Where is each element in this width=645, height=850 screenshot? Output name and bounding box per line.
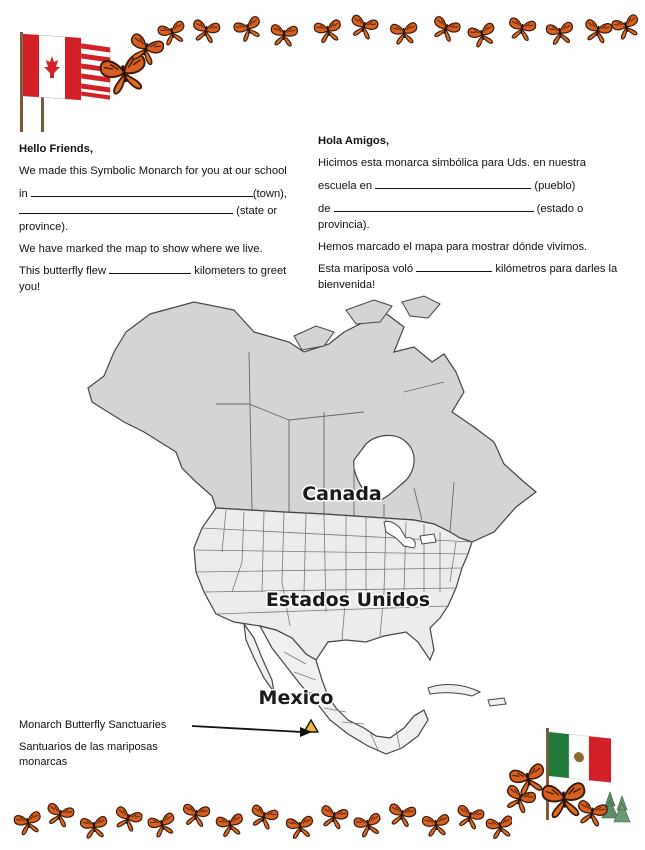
monarch-butterfly-icon xyxy=(270,24,298,46)
monarch-butterfly-icon xyxy=(112,806,143,833)
monarch-butterfly-icon xyxy=(181,804,210,827)
monarch-butterfly-icon xyxy=(286,816,315,839)
english-greeting: Hello Friends, xyxy=(19,143,93,155)
english-flew-line: This butterfly flew kilometers to greet you! xyxy=(19,265,287,294)
english-marked-line: We have marked the map to show where we live. xyxy=(19,242,263,255)
spanish-marked-line: Hemos marcado el mapa para mostrar dónde vivimos. xyxy=(318,240,588,253)
english-line-1: We made this Symbolic Monarch for you at our school xyxy=(19,164,287,177)
caribbean-islands xyxy=(428,685,506,706)
monarch-butterfly-icon xyxy=(191,19,220,43)
monarch-butterfly-icon xyxy=(390,22,418,44)
spanish-state-line: de (estado o provincia). xyxy=(318,202,584,231)
state-blank[interactable] xyxy=(19,203,233,214)
sanctuary-legend xyxy=(19,718,194,777)
monarch-butterfly-icon xyxy=(13,811,43,836)
monarch-butterfly-icon xyxy=(314,19,343,43)
monarch-butterfly-icon xyxy=(455,805,485,831)
english-message xyxy=(19,142,301,302)
spanish-message xyxy=(318,134,630,300)
estado-blank[interactable] xyxy=(334,201,534,212)
monarch-butterfly-icon xyxy=(430,16,461,44)
mexico-label: Mexico xyxy=(258,687,334,709)
monarch-butterfly-icon xyxy=(233,16,264,44)
usa-region xyxy=(194,508,472,660)
tree-icon xyxy=(614,796,630,822)
monarch-butterfly-icon xyxy=(387,803,416,827)
spanish-town-line: escuela en (pueblo) xyxy=(318,179,576,192)
top-butterfly-border xyxy=(150,8,640,48)
monarch-butterfly-icon xyxy=(422,814,450,837)
pueblo-blank[interactable] xyxy=(375,178,531,189)
monarch-butterfly-icon xyxy=(216,813,245,837)
monarch-butterfly-icon xyxy=(611,14,640,41)
spanish-greeting: Hola Amigos, xyxy=(318,135,390,147)
spanish-line-1: Hicimos esta monarca simbólica para Uds. en nuestra xyxy=(318,156,586,169)
legend-arrow xyxy=(190,720,315,740)
monarch-butterfly-icon xyxy=(45,803,75,829)
legend-english: Monarch Butterfly Sanctuaries xyxy=(19,719,167,731)
spanish-flew-line: Esta mariposa voló kilómetros para darles la bienvenida! xyxy=(318,263,618,292)
monarch-butterfly-icon xyxy=(546,22,575,45)
canada-usa-flags-icon xyxy=(14,26,164,136)
english-town-line: in (town), (state or province). xyxy=(19,187,288,233)
monarch-butterfly-icon xyxy=(486,815,512,839)
monarch-butterfly-icon xyxy=(353,813,383,839)
monarch-butterfly-icon xyxy=(348,14,378,40)
usa-label: Estados Unidos xyxy=(265,589,431,611)
kilometers-blank-es[interactable] xyxy=(416,261,492,272)
legend-spanish: Santuarios de las mariposas monarcas xyxy=(19,741,158,768)
canada-label: Canada xyxy=(302,483,382,505)
kilometers-blank-en[interactable] xyxy=(109,263,191,274)
monarch-butterfly-icon xyxy=(583,19,613,44)
monarch-butterfly-icon xyxy=(507,17,536,41)
monarch-butterfly-icon xyxy=(319,805,349,830)
monarch-butterfly-icon xyxy=(147,812,178,838)
bottom-butterfly-border xyxy=(12,800,512,840)
monarch-butterfly-icon xyxy=(575,800,608,827)
monarch-butterfly-icon xyxy=(80,816,108,839)
monarch-butterfly-icon xyxy=(467,22,497,48)
mexico-flag-icon xyxy=(506,722,636,828)
north-america-map xyxy=(84,292,554,772)
town-blank[interactable] xyxy=(31,186,253,197)
monarch-butterfly-icon xyxy=(248,804,279,830)
